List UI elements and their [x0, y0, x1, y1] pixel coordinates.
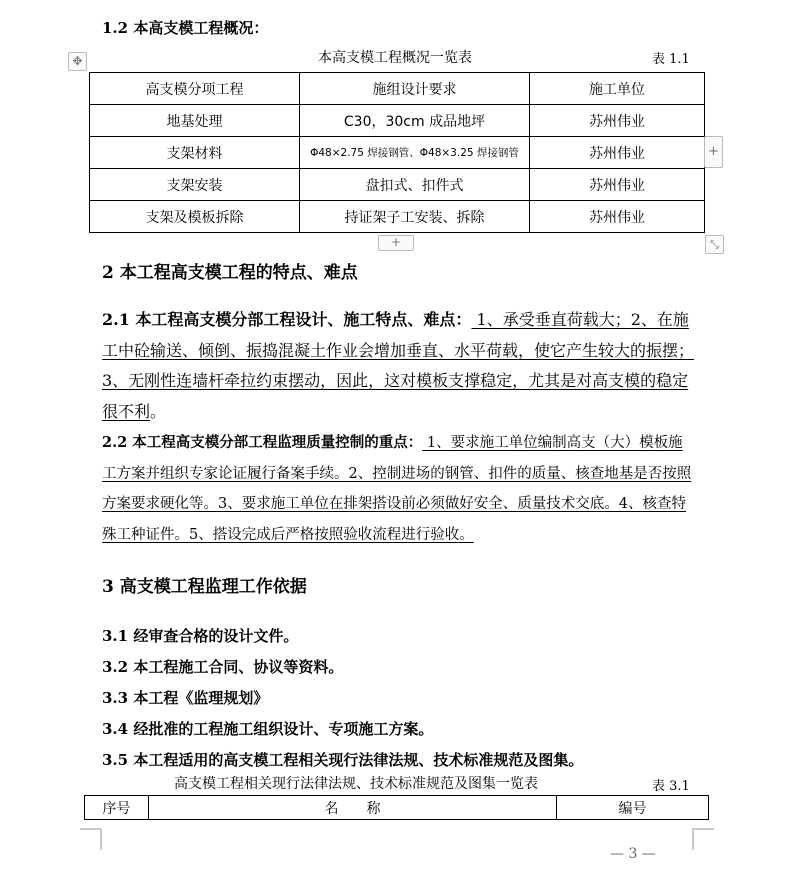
resize-table-icon[interactable]: ⤡ — [705, 235, 724, 254]
table-cell: 支架及模板拆除 — [90, 201, 300, 233]
table-row — [90, 201, 705, 233]
table-cell: 地基处理 — [90, 105, 300, 137]
basis-item: 3.2 本工程施工合同、协议等资料。 — [102, 658, 344, 676]
section-2-1-paragraph — [102, 305, 694, 427]
section-2-2-lead: 2.2 本工程高支模分部工程监理质量控制的重点： — [102, 434, 423, 451]
table-header-cell: 施组设计要求 — [300, 73, 530, 105]
table-cell: 苏州伟业 — [530, 105, 705, 137]
table-1-caption: 本高支模工程概况一览表 — [318, 50, 472, 66]
table-header-row — [90, 73, 705, 105]
add-column-button[interactable]: + — [704, 136, 723, 168]
table-cell: 苏州伟业 — [530, 201, 705, 233]
section-2-2-paragraph — [102, 428, 694, 550]
project-overview-table — [89, 72, 705, 233]
section-1-2-heading: 1.2 本高支模工程概况： — [102, 19, 269, 37]
table-cell: 支架材料 — [90, 137, 300, 169]
table-header-cell: 编号 — [557, 796, 709, 820]
page-number: — 3 — — [610, 846, 656, 862]
regulations-table — [84, 795, 709, 820]
section-2-1-body: 1、承受垂直荷载大；2、在施工中砼输送、倾倒、振捣混凝土作业会增加垂直、水平荷载，使它产生较大的振摆；3、无刚性连墙杆牵拉约束摆动，因此，这对模板支撑稳定，尤其是对高支模的稳定很不利 — [102, 310, 695, 421]
table-1-number: 表 1.1 — [652, 52, 690, 67]
table-cell: C30，30cm 成品地坪 — [300, 105, 530, 137]
table-cell: 苏州伟业 — [530, 137, 705, 169]
table-2-number: 表 3.1 — [652, 779, 690, 794]
section-3-heading: 3 高支模工程监理工作依据 — [102, 577, 307, 597]
margin-corner-mark-icon — [692, 828, 714, 850]
basis-item: 3.3 本工程《监理规划》 — [102, 689, 269, 707]
table-cell: 持证架子工安装、拆除 — [300, 201, 530, 233]
table-header-cell: 高支模分项工程 — [90, 73, 300, 105]
basis-item: 3.4 经批准的工程施工组织设计、专项施工方案。 — [102, 720, 434, 738]
table-header-row — [85, 796, 709, 820]
section-2-1-end: 。 — [150, 401, 167, 421]
section-2-2-body: 1、要求施工单位编制高支（大）模板施工方案并组织专家论证履行备案手续。2、控制进场的钢管、扣件的质量、核查地基是否按照方案要求硬化等。3、要求施工单位在排架搭设前必须做好安全、质量技术交底。4、核查特殊工种证件。5、搭设完成后严格按照验收流程进行验收。 — [102, 435, 692, 543]
table-move-handle-icon[interactable]: ✥ — [68, 52, 87, 71]
table-cell: 盘扣式、扣件式 — [300, 169, 530, 201]
margin-corner-mark-icon — [80, 828, 102, 850]
basis-item: 3.5 本工程适用的高支模工程相关现行法律法规、技术标准规范及图集。 — [102, 751, 584, 769]
section-2-1-lead: 2.1 本工程高支模分部工程设计、施工特点、难点： — [102, 310, 472, 329]
basis-item: 3.1 经审查合格的设计文件。 — [102, 627, 299, 645]
table-row — [90, 137, 705, 169]
table-cell: 支架安装 — [90, 169, 300, 201]
table-row — [90, 169, 705, 201]
table-cell: Φ48×2.75 焊接钢管、Φ48×3.25 焊接钢管 — [300, 137, 530, 169]
table-header-cell: 序号 — [85, 796, 149, 820]
section-2-heading: 2 本工程高支模工程的特点、难点 — [102, 263, 358, 283]
table-2-caption: 高支模工程相关现行法律法规、技术标准规范及图集一览表 — [174, 776, 538, 792]
table-header-cell: 名 称 — [149, 796, 557, 820]
table-header-cell: 施工单位 — [530, 73, 705, 105]
table-cell: 苏州伟业 — [530, 169, 705, 201]
add-row-button[interactable]: + — [378, 235, 414, 251]
table-row — [90, 105, 705, 137]
